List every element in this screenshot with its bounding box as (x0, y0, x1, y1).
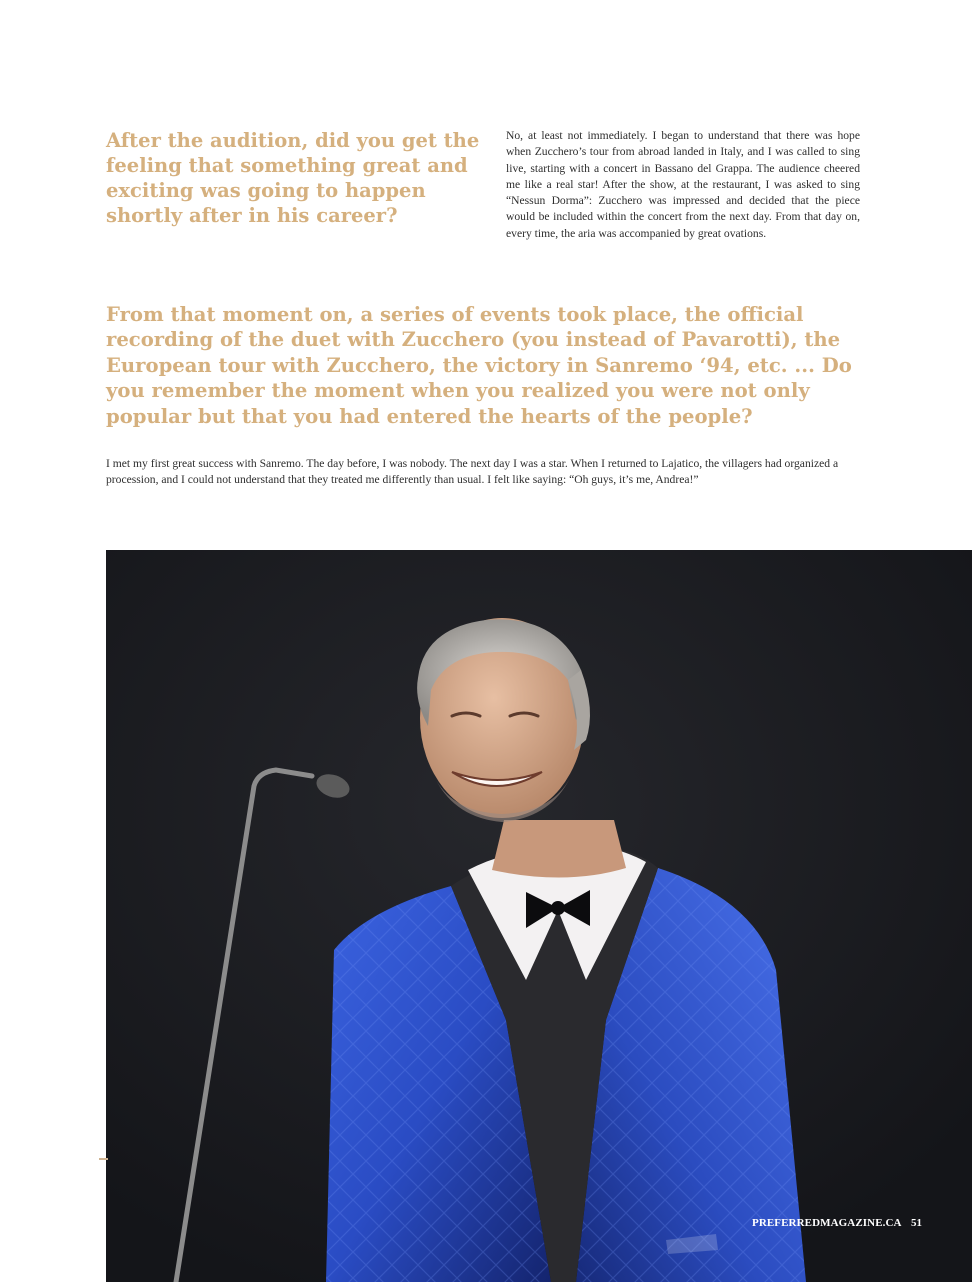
decorative-tick-mark (99, 1158, 108, 1160)
answer-2-paragraph: I met my first great success with Sanremo. The day before, I was nobody. The next day I was a star. When I returned to Lajatico, the villagers had organized a procession, and I could not understand that they treated me differently than usual. I felt like saying: “Oh guys, it’s me, Andrea!” (106, 457, 839, 487)
question-1-heading: After the audition, did you get the feeling that something great and exciting was going to happen shortly after in his career? (106, 129, 480, 227)
singer-on-stage-photo (106, 550, 972, 1282)
footer-site-name: PREFERREDMAGAZINE.CA (752, 1217, 902, 1229)
page-number: 51 (911, 1217, 922, 1229)
question-2-heading: From that moment on, a series of events took place, the official recording of the duet with Zucchero (you instead of Pavarotti), the European tour with Zucchero, the victory in Sanremo ‘94, etc. ... Do you remember the moment when you realized you were not only popular but that you had entered the hearts of the people? (106, 303, 852, 428)
answer-1-paragraph: No, at least not immediately. I began to understand that there was hope when Zucchero’s tour from abroad landed in Italy, and I was called to sing live, starting with a concert in Bassano del Grappa. The audience cheered me like a real star! After the show, at the restaurant, I was asked to sing “Nessun Dorma”: Zucchero was impressed and decided that the piece would be included within the concert from the next day. From that day on, every time, the aria was accompanied by great ovations. (506, 129, 860, 240)
